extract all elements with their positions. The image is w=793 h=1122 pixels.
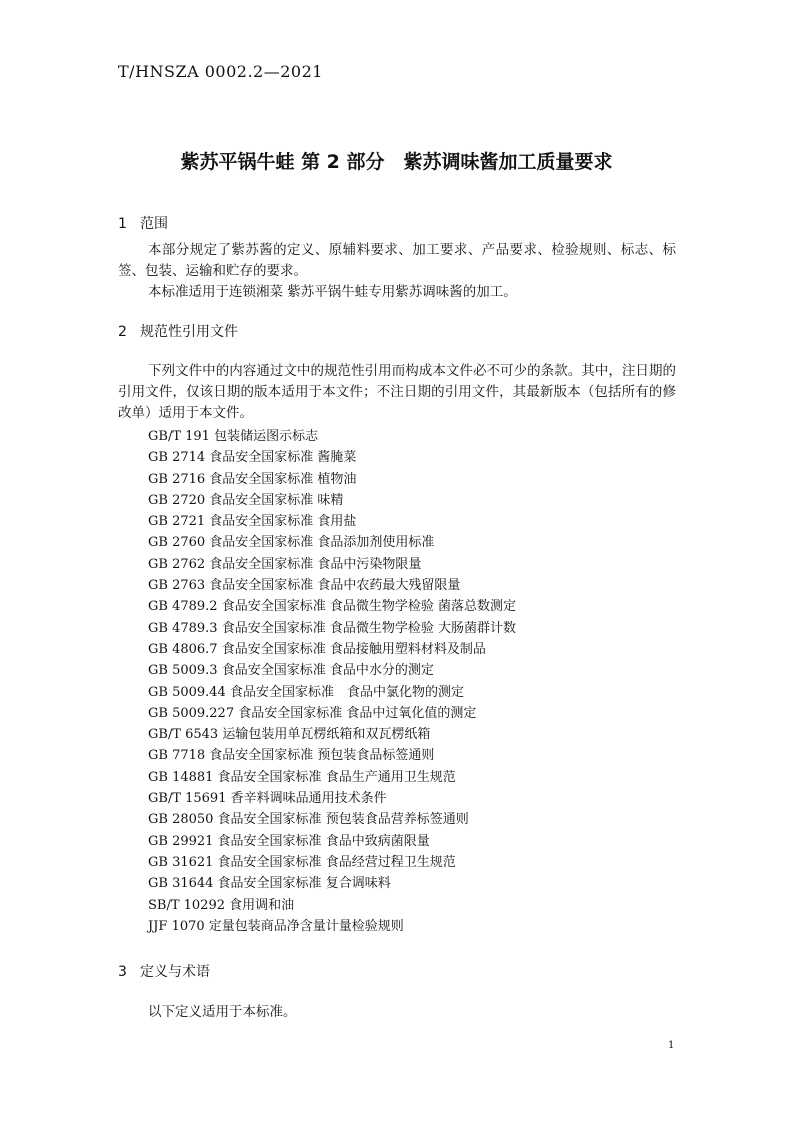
reference-item: GB 31621 食品安全国家标准 食品经营过程卫生规范 xyxy=(148,854,456,870)
section-2-heading xyxy=(118,321,238,341)
reference-item: GB 2721 食品安全国家标准 食用盐 xyxy=(148,514,357,530)
reference-item: GB 7718 食品安全国家标准 预包装食品标签通则 xyxy=(148,748,435,764)
normative-references-list xyxy=(148,426,516,937)
reference-item: GB 5009.3 食品安全国家标准 食品中水分的测定 xyxy=(148,663,434,679)
section-1-heading xyxy=(118,213,168,233)
page-number: 1 xyxy=(668,1040,675,1051)
reference-item: GB 28050 食品安全国家标准 预包装食品营养标签通则 xyxy=(148,812,469,828)
reference-item: SB/T 10292 食用调和油 xyxy=(148,897,295,913)
section-title: 定义与术语 xyxy=(140,964,210,980)
reference-item: GB 5009.44 食品安全国家标准 食品中氯化物的测定 xyxy=(148,684,464,700)
document-code: T/HNSZA 0002.2—2021 xyxy=(118,62,323,81)
reference-item: GB 2716 食品安全国家标准 植物油 xyxy=(148,471,357,487)
document-title: 紫苏平锅牛蛙 第 2 部分 紫苏调味酱加工质量要求 xyxy=(180,151,613,173)
reference-item: GB 2714 食品安全国家标准 酱腌菜 xyxy=(148,450,357,466)
reference-item: GB/T 191 包装储运图示标志 xyxy=(148,429,319,444)
reference-item: GB 4789.2 食品安全国家标准 食品微生物学检验 菌落总数测定 xyxy=(148,599,516,615)
reference-item: GB 2720 食品安全国家标准 味精 xyxy=(148,492,344,508)
reference-item: GB 4789.3 食品安全国家标准 食品微生物学检验 大肠菌群计数 xyxy=(148,620,516,636)
section-3-paragraph-1: 以下定义适用于本标准。 xyxy=(148,1003,297,1020)
reference-item: GB/T 15691 香辛料调味品通用技术条件 xyxy=(148,791,387,807)
section-number: 2 xyxy=(118,324,127,340)
reference-item: GB 29921 食品安全国家标准 食品中致病菌限量 xyxy=(148,833,430,849)
reference-item: GB 2760 食品安全国家标准 食品添加剂使用标准 xyxy=(148,535,435,551)
section-number: 3 xyxy=(118,964,127,980)
section-2-paragraph-1: 下列文件中的内容通过文中的规范性引用而构成本文件必不可少的条款。其中，注日期的引用文件，仅该日期的版本适用于本文件；不注日期的引用文件，其最新版本（包括所有的修改单）适用于本文件。 xyxy=(118,362,676,421)
reference-item: GB 31644 食品安全国家标准 复合调味料 xyxy=(148,876,391,892)
section-title: 范围 xyxy=(140,216,168,232)
section-number: 1 xyxy=(118,216,127,232)
section-3-heading xyxy=(118,961,210,981)
reference-item: GB 2763 食品安全国家标准 食品中农药最大残留限量 xyxy=(148,578,461,594)
reference-item: JJF 1070 定量包装商品净含量计量检验规则 xyxy=(148,918,404,934)
section-1-paragraph-2: 本标准适用于连锁湘菜 紫苏平锅牛蛙专用紫苏调味酱的加工。 xyxy=(148,283,517,300)
reference-item: GB 4806.7 食品安全国家标准 食品接触用塑料材料及制品 xyxy=(148,641,486,657)
reference-item: GB/T 6543 运输包装用单瓦楞纸箱和双瓦楞纸箱 xyxy=(148,727,431,743)
section-title: 规范性引用文件 xyxy=(140,324,238,340)
section-1-paragraph-1: 本部分规定了紫苏酱的定义、原辅料要求、加工要求、产品要求、检验规则、标志、标签、包装、运输和贮存的要求。 xyxy=(118,241,676,279)
reference-item: GB 5009.227 食品安全国家标准 食品中过氧化值的测定 xyxy=(148,705,477,721)
reference-item: GB 2762 食品安全国家标准 食品中污染物限量 xyxy=(148,556,422,572)
reference-item: GB 14881 食品安全国家标准 食品生产通用卫生规范 xyxy=(148,769,456,785)
